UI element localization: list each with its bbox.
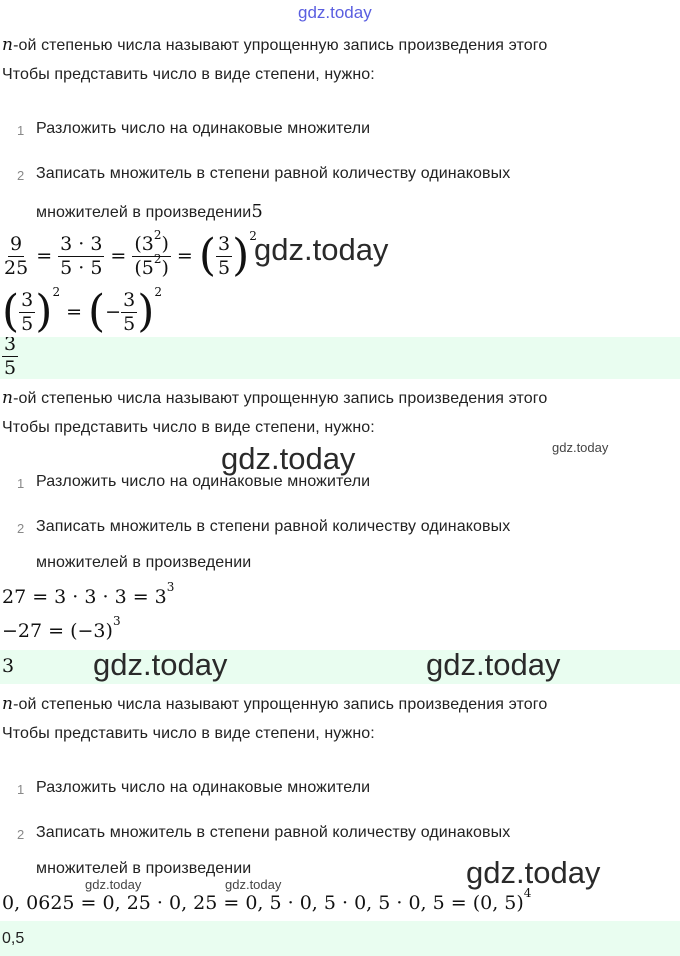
block2-equation-2 xyxy=(2,614,121,642)
frac-9-25 xyxy=(2,232,30,279)
watermark-5: gdz.today xyxy=(466,855,601,890)
intro-text: -ой степенью числа называют упрощенную запись произведения этого xyxy=(13,37,548,54)
frac-denominator: 5 xyxy=(4,357,17,379)
intro-line-2: Чтобы представить число в виде степени, нужно: xyxy=(2,66,375,83)
step-2-text-line-2: множителей в произведении xyxy=(36,554,252,571)
frac-numerator: $(3^2)$ xyxy=(134,227,169,255)
block3-equation-1 xyxy=(2,886,532,914)
watermark-top: gdz.today xyxy=(298,3,372,22)
frac-3-5 xyxy=(121,288,137,335)
right-paren: ) xyxy=(232,230,250,281)
frac-numerator: 3 xyxy=(218,232,231,255)
step-2-number: 2 xyxy=(17,827,25,842)
minus-sign: − xyxy=(105,301,122,323)
frac-numerator: 3 xyxy=(4,337,17,355)
exponent: 2 xyxy=(154,285,162,299)
variable-n: n xyxy=(2,388,14,408)
step-1-text: Разложить число на одинаковые множители xyxy=(36,779,371,796)
step-2-text-line-2 xyxy=(36,201,263,222)
block1-equation-1 xyxy=(2,228,257,284)
paren-fraction-power xyxy=(198,229,257,281)
intro-text: -ой степенью числа называют упрощенную запись произведения этого xyxy=(13,696,548,713)
frac-numerator: 3 xyxy=(21,288,34,311)
frac-denominator: 5 · 5 xyxy=(60,256,103,279)
watermark-4: gdz.today xyxy=(426,647,561,682)
frac-numerator: 9 xyxy=(10,232,23,255)
equals-sign: = xyxy=(110,245,127,267)
intro-text: -ой степенью числа называют упрощенную запись произведения этого xyxy=(13,390,548,407)
watermark-small-2: gdz.today xyxy=(85,877,142,892)
num-exp: 2 xyxy=(153,227,162,242)
step-2-line-2-text: множителей в произведении xyxy=(36,204,252,221)
exponent: 2 xyxy=(52,285,61,299)
watermark-1: gdz.today xyxy=(254,232,389,267)
answer-1 xyxy=(2,337,18,378)
step-2-text-line-1: Записать множитель в степени равной количеству одинаковых xyxy=(36,824,511,841)
variable-n: n xyxy=(2,694,14,714)
exponent: 3 xyxy=(112,614,121,628)
step-1-text: Разложить число на одинаковые множители xyxy=(36,473,371,490)
left-paren: ( xyxy=(198,230,216,281)
equation-text: 27 = 3 · 3 · 3 = 3 xyxy=(2,586,167,608)
intro-line-1 xyxy=(2,388,547,408)
equation-text: 0, 0625 = 0, 25 · 0, 25 = 0, 5 · 0, 5 · 0, 5 · 0, 5 = (0, 5) xyxy=(2,892,524,914)
step-1-text: Разложить число на одинаковые множители xyxy=(36,120,371,137)
step-2-text-line-2: множителей в произведении xyxy=(36,860,252,877)
watermark-3: gdz.today xyxy=(93,647,228,682)
answer-band-2 xyxy=(0,647,680,684)
exponent: 4 xyxy=(523,886,532,900)
exponent: 2 xyxy=(249,229,257,243)
frac-3-5 xyxy=(19,288,35,335)
frac-denominator: $(5^2)$ xyxy=(134,251,169,279)
frac-denominator: 25 xyxy=(4,256,29,279)
num-base: (3 xyxy=(134,232,154,255)
step-2-number: 2 xyxy=(17,521,25,536)
step-2-suffix: 5 xyxy=(251,201,263,222)
frac-denominator: 5 xyxy=(21,312,34,335)
step-2-number: 2 xyxy=(17,168,25,183)
block2-equation-1 xyxy=(2,580,175,608)
exponent: 3 xyxy=(166,580,175,594)
answer-3: 0,5 xyxy=(2,930,25,947)
step-1-number: 1 xyxy=(17,476,25,491)
frac-33-55 xyxy=(58,232,104,279)
den-base: (5 xyxy=(134,256,154,279)
intro-line-2: Чтобы представить число в виде степени, нужно: xyxy=(2,419,375,436)
answer-band-3 xyxy=(0,921,680,956)
step-1-number: 1 xyxy=(17,782,25,797)
watermark-2: gdz.today xyxy=(221,441,356,476)
intro-line-1 xyxy=(2,35,547,55)
answer-band-1 xyxy=(0,337,680,379)
den-exp: 2 xyxy=(153,251,162,266)
answer-2: 3 xyxy=(2,655,15,677)
paren-negative-fraction-power xyxy=(88,285,162,337)
equals-sign: = xyxy=(176,245,193,267)
frac-numerator: 3 · 3 xyxy=(60,232,103,255)
frac-3-5 xyxy=(216,232,232,279)
intro-line-1 xyxy=(2,694,547,714)
frac-numerator: 3 xyxy=(123,288,136,311)
left-paren: ( xyxy=(2,286,20,337)
intro-line-2: Чтобы представить число в виде степени, нужно: xyxy=(2,725,375,742)
block1-equation-2 xyxy=(2,284,162,340)
step-2-text-line-1: Записать множитель в степени равной количеству одинаковых xyxy=(36,518,511,535)
frac-denominator: 5 xyxy=(123,312,136,335)
watermark-small-3: gdz.today xyxy=(225,877,282,892)
step-2-text-line-1: Записать множитель в степени равной количеству одинаковых xyxy=(36,165,511,182)
frac-powers xyxy=(132,227,171,279)
right-paren: ) xyxy=(35,286,53,337)
right-paren: ) xyxy=(137,286,155,337)
frac-denominator: 5 xyxy=(218,256,231,279)
variable-n: n xyxy=(2,35,14,55)
equation-text: −27 = (−3) xyxy=(2,620,113,642)
answer-fraction xyxy=(2,337,18,378)
paren-fraction-power xyxy=(2,285,61,337)
equals-sign: = xyxy=(66,301,82,323)
watermark-small-1: gdz.today xyxy=(552,440,609,455)
step-1-number: 1 xyxy=(17,123,25,138)
equals-sign: = xyxy=(36,245,53,267)
left-paren: ( xyxy=(88,286,106,337)
